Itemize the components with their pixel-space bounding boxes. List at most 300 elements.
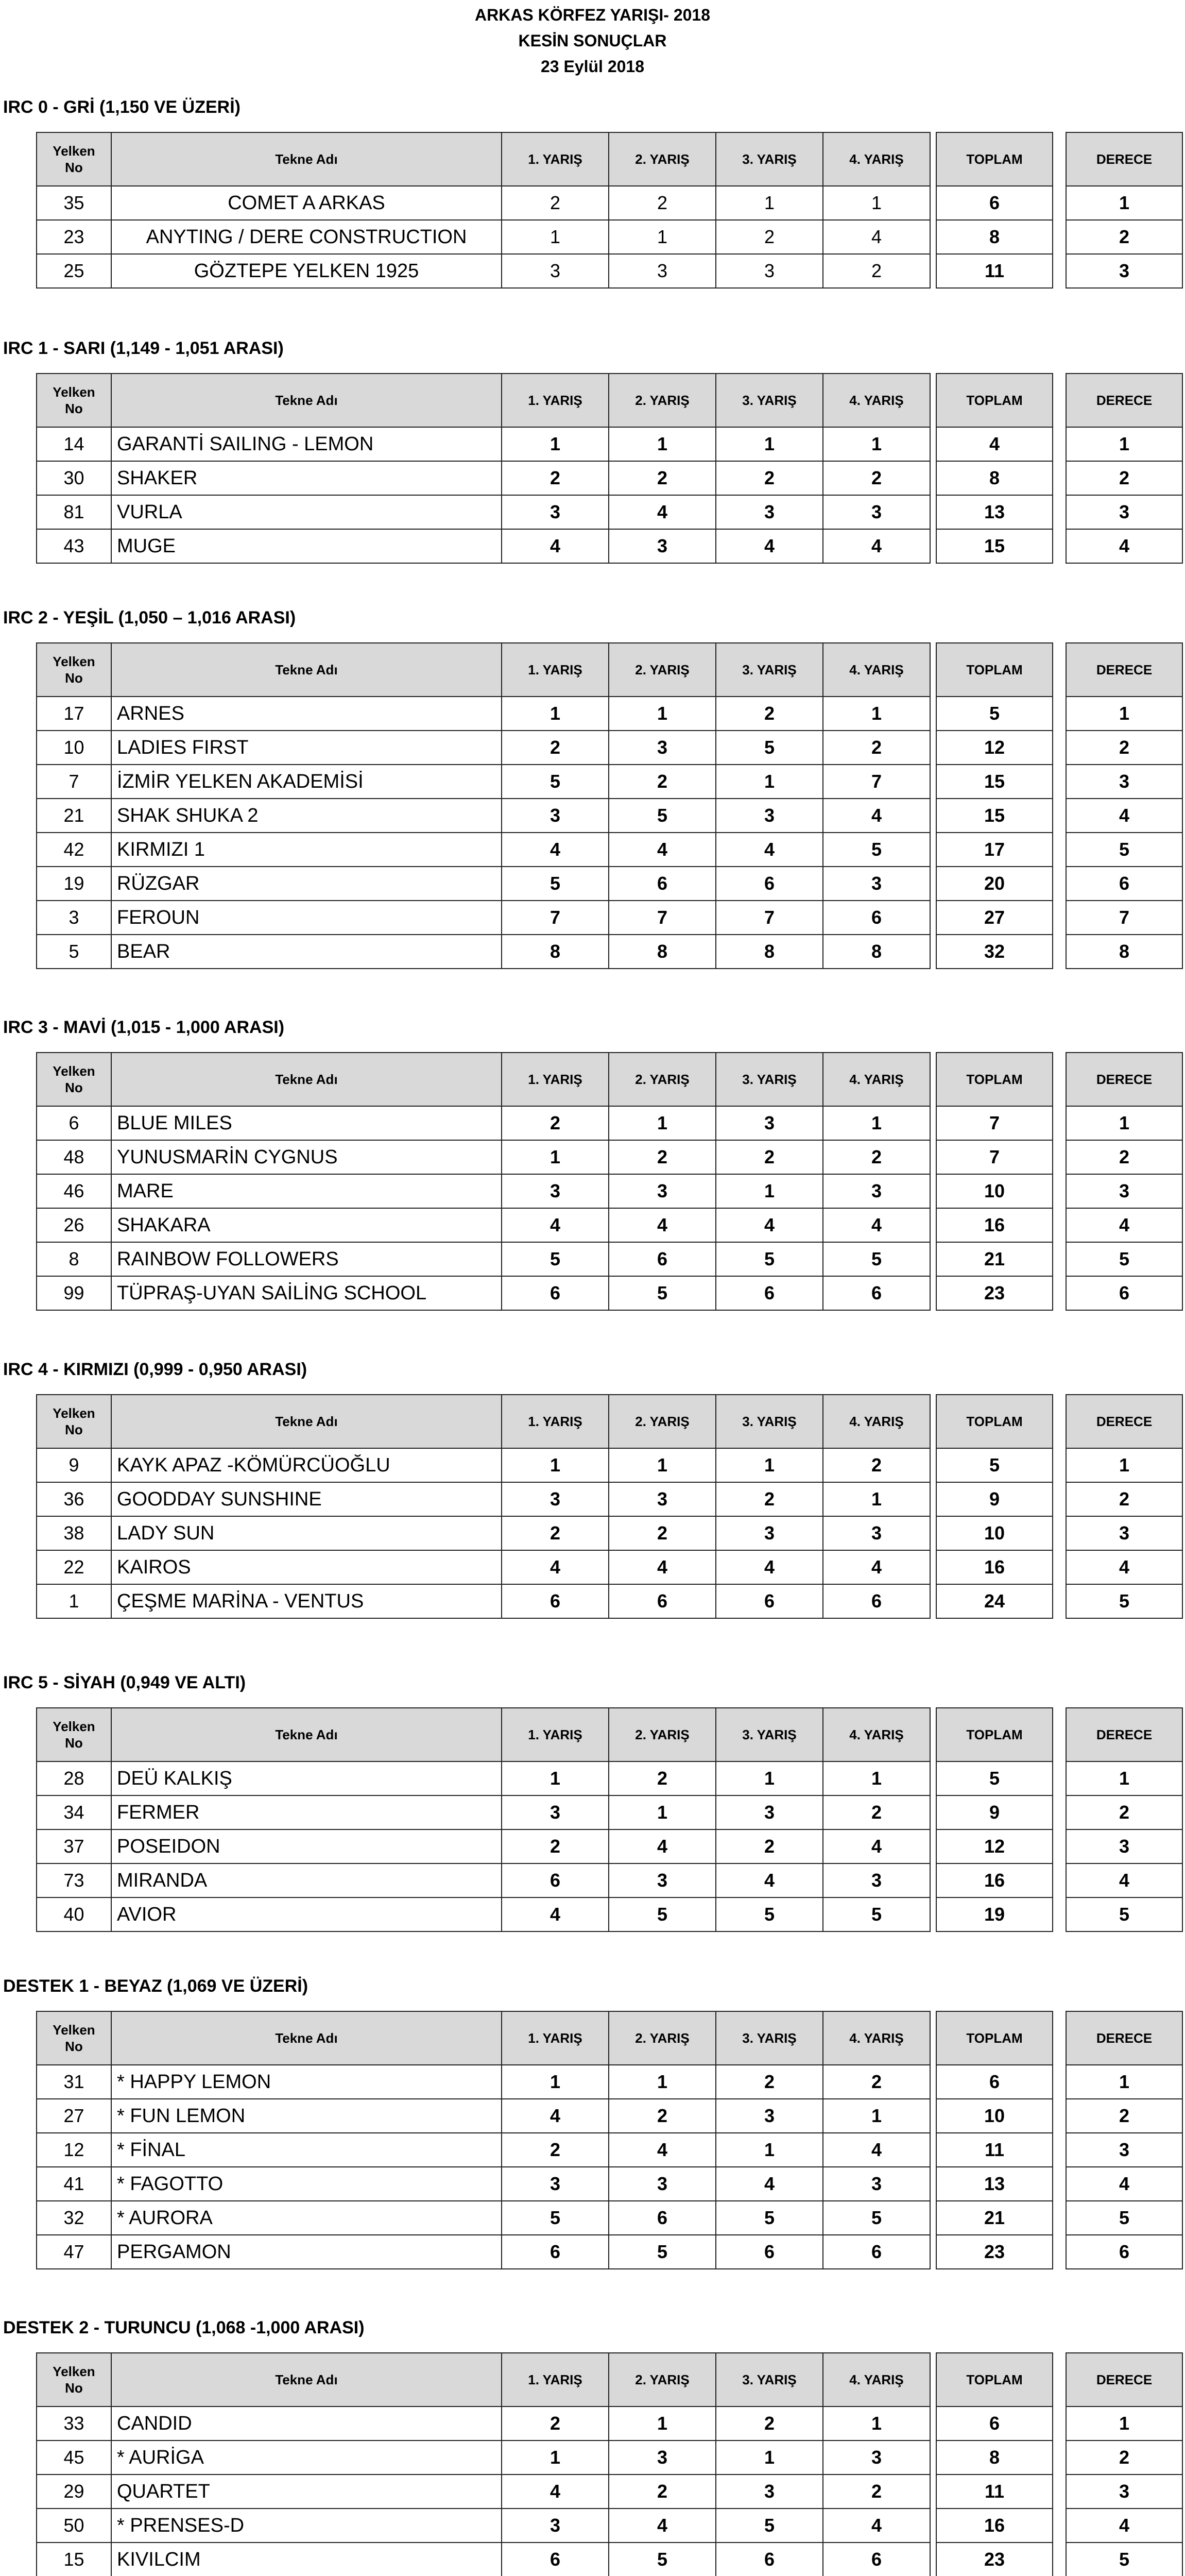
table-row: [936, 1897, 1053, 1931]
race-2-cell: 4: [609, 1550, 716, 1584]
table-header-row: [1066, 1395, 1182, 1448]
boat-name-cell: FEROUN: [111, 901, 502, 935]
table-row: [1066, 1276, 1182, 1310]
rank-table: [1066, 2011, 1183, 2269]
col-header-total: TOPLAM: [936, 1708, 1053, 1761]
sail-number-cell: 25: [37, 254, 111, 288]
rank-cell: 4: [1066, 2509, 1182, 2543]
race-2-cell: 3: [609, 731, 716, 765]
race-1-cell: 3: [502, 254, 609, 288]
col-header-sail-number: Yelken No: [37, 1395, 111, 1448]
results-table: [36, 1707, 931, 1932]
table-row: [37, 765, 930, 799]
race-1-cell: 2: [502, 1516, 609, 1550]
total-cell: 16: [936, 1863, 1053, 1897]
table-row: [936, 1761, 1053, 1795]
boat-name-cell: MIRANDA: [111, 1863, 502, 1897]
table-header-row: [37, 1708, 930, 1761]
race-3-cell: 1: [716, 765, 823, 799]
table-row: [936, 697, 1053, 731]
table-row: [1066, 2167, 1182, 2201]
table-row: [936, 1482, 1053, 1516]
table-row: [1066, 2099, 1182, 2133]
sail-number-cell: 29: [37, 2475, 111, 2509]
table-row: [936, 2475, 1053, 2509]
race-3-cell: 2: [716, 697, 823, 731]
document-date: 23 Eylül 2018: [540, 57, 645, 76]
race-1-cell: 8: [502, 935, 609, 969]
col-header-sail-number: Yelken No: [37, 2353, 111, 2406]
table-row: [936, 901, 1053, 935]
total-cell: 23: [936, 2235, 1053, 2269]
race-4-cell: 4: [823, 1829, 930, 1863]
race-4-cell: 3: [823, 2167, 930, 2201]
col-header-rank: DERECE: [1066, 1395, 1182, 1448]
col-header-race-2: 2. YARIŞ: [609, 132, 716, 186]
col-header-rank: DERECE: [1066, 643, 1182, 697]
boat-name-cell: DEÜ KALKIŞ: [111, 1761, 502, 1795]
table-header-row: [37, 374, 930, 427]
table-row: [1066, 427, 1182, 461]
race-2-cell: 2: [609, 1516, 716, 1550]
boat-name-cell: KAIROS: [111, 1550, 502, 1584]
table-row: [936, 1795, 1053, 1829]
rank-cell: 5: [1066, 833, 1182, 867]
rank-cell: 1: [1066, 2065, 1182, 2099]
col-header-boat-name: Tekne Adı: [111, 2353, 502, 2406]
col-header-sail-number: Yelken No: [37, 2011, 111, 2065]
table-row: [37, 220, 930, 254]
table-row: [37, 2167, 930, 2201]
sail-number-cell: 21: [37, 799, 111, 833]
table-row: [1066, 2509, 1182, 2543]
rank-cell: 2: [1066, 461, 1182, 495]
col-header-race-3: 3. YARIŞ: [716, 1708, 823, 1761]
total-cell: 12: [936, 1829, 1053, 1863]
boat-name-cell: POSEIDON: [111, 1829, 502, 1863]
race-3-cell: 4: [716, 529, 823, 563]
results-table: [36, 642, 931, 969]
rank-cell: 6: [1066, 2235, 1182, 2269]
race-1-cell: 5: [502, 867, 609, 901]
table-row: [1066, 1584, 1182, 1618]
rank-cell: 5: [1066, 1242, 1182, 1276]
col-header-boat-name: Tekne Adı: [111, 132, 502, 186]
table-row: [37, 1482, 930, 1516]
table-row: [37, 2406, 930, 2441]
sail-number-cell: 46: [37, 1174, 111, 1208]
race-1-cell: 4: [502, 1208, 609, 1242]
total-cell: 15: [936, 799, 1053, 833]
race-3-cell: 8: [716, 935, 823, 969]
col-header-race-4: 4. YARIŞ: [823, 2353, 930, 2406]
document-title: ARKAS KÖRFEZ YARIŞI- 2018: [474, 6, 710, 24]
race-4-cell: 2: [823, 254, 930, 288]
race-1-cell: 7: [502, 901, 609, 935]
table-row: [37, 901, 930, 935]
boat-name-cell: COMET A ARKAS: [111, 186, 502, 220]
race-1-cell: 5: [502, 765, 609, 799]
col-header-rank: DERECE: [1066, 1708, 1182, 1761]
sail-number-cell: 22: [37, 1550, 111, 1584]
rank-table: [1066, 132, 1183, 289]
rank-cell: 1: [1066, 1761, 1182, 1795]
race-1-cell: 4: [502, 2099, 609, 2133]
sail-number-cell: 34: [37, 1795, 111, 1829]
section-title: IRC 2 - YEŞİL (1,050 – 1,016 ARASI): [3, 608, 296, 628]
rank-cell: 5: [1066, 1584, 1182, 1618]
race-4-cell: 5: [823, 1242, 930, 1276]
rank-cell: 1: [1066, 1448, 1182, 1482]
race-2-cell: 2: [609, 1140, 716, 1174]
table-row: [936, 529, 1053, 563]
results-table: [36, 132, 931, 289]
table-header-row: [1066, 374, 1182, 427]
race-2-cell: 4: [609, 2133, 716, 2167]
race-2-cell: 1: [609, 2406, 716, 2441]
sail-number-cell: 23: [37, 220, 111, 254]
total-cell: 19: [936, 1897, 1053, 1931]
race-1-cell: 2: [502, 1106, 609, 1140]
total-cell: 10: [936, 1174, 1053, 1208]
col-header-total: TOPLAM: [936, 2353, 1053, 2406]
table-row: [37, 186, 930, 220]
boat-name-cell: ÇEŞME MARİNA - VENTUS: [111, 1584, 502, 1618]
rank-cell: 6: [1066, 867, 1182, 901]
total-table: [936, 1394, 1053, 1619]
table-row: [936, 2065, 1053, 2099]
col-header-race-1: 1. YARIŞ: [502, 2011, 609, 2065]
col-header-sail-number: Yelken No: [37, 643, 111, 697]
table-row: [37, 2543, 930, 2576]
rank-cell: 8: [1066, 935, 1182, 969]
sail-number-cell: 28: [37, 1761, 111, 1795]
total-cell: 6: [936, 2406, 1053, 2441]
table-row: [936, 2099, 1053, 2133]
rank-cell: 5: [1066, 2543, 1182, 2576]
col-header-boat-name: Tekne Adı: [111, 1708, 502, 1761]
sail-number-cell: 12: [37, 2133, 111, 2167]
race-4-cell: 2: [823, 2475, 930, 2509]
rank-table: [1066, 1052, 1183, 1311]
sail-number-cell: 30: [37, 461, 111, 495]
race-1-cell: 1: [502, 427, 609, 461]
table-row: [1066, 2406, 1182, 2441]
table-row: [936, 1516, 1053, 1550]
race-3-cell: 3: [716, 2099, 823, 2133]
total-cell: 11: [936, 2475, 1053, 2509]
table-header-row: [936, 1708, 1053, 1761]
race-4-cell: 2: [823, 461, 930, 495]
boat-name-cell: * HAPPY LEMON: [111, 2065, 502, 2099]
race-3-cell: 2: [716, 1140, 823, 1174]
race-4-cell: 1: [823, 2406, 930, 2441]
sail-number-cell: 19: [37, 867, 111, 901]
race-3-cell: 1: [716, 1448, 823, 1482]
sail-number-cell: 41: [37, 2167, 111, 2201]
table-row: [936, 2441, 1053, 2475]
rank-cell: 1: [1066, 186, 1182, 220]
race-3-cell: 1: [716, 186, 823, 220]
table-row: [936, 461, 1053, 495]
race-1-cell: 6: [502, 1584, 609, 1618]
table-row: [936, 867, 1053, 901]
total-cell: 15: [936, 765, 1053, 799]
race-3-cell: 4: [716, 833, 823, 867]
race-3-cell: 5: [716, 731, 823, 765]
section-title: IRC 4 - KIRMIZI (0,999 - 0,950 ARASI): [3, 1360, 307, 1379]
race-1-cell: 6: [502, 2543, 609, 2576]
total-cell: 21: [936, 1242, 1053, 1276]
sail-number-cell: 36: [37, 1482, 111, 1516]
boat-name-cell: YUNUSMARİN CYGNUS: [111, 1140, 502, 1174]
table-row: [936, 2167, 1053, 2201]
race-1-cell: 2: [502, 731, 609, 765]
rank-cell: 4: [1066, 2167, 1182, 2201]
race-4-cell: 1: [823, 427, 930, 461]
race-4-cell: 4: [823, 2509, 930, 2543]
table-header-row: [1066, 1708, 1182, 1761]
race-4-cell: 6: [823, 2543, 930, 2576]
table-header-row: [1066, 2011, 1182, 2065]
boat-name-cell: RAINBOW FOLLOWERS: [111, 1242, 502, 1276]
col-header-total: TOPLAM: [936, 2011, 1053, 2065]
table-header-row: [37, 2011, 930, 2065]
sail-number-cell: 14: [37, 427, 111, 461]
table-row: [936, 1242, 1053, 1276]
race-4-cell: 3: [823, 2441, 930, 2475]
section-title: IRC 1 - SARI (1,149 - 1,051 ARASI): [3, 338, 284, 358]
table-row: [1066, 1863, 1182, 1897]
boat-name-cell: GOODDAY SUNSHINE: [111, 1482, 502, 1516]
col-header-race-2: 2. YARIŞ: [609, 1395, 716, 1448]
sail-number-cell: 3: [37, 901, 111, 935]
table-row: [1066, 2201, 1182, 2235]
race-1-cell: 3: [502, 799, 609, 833]
table-header-row: [37, 1395, 930, 1448]
race-2-cell: 2: [609, 1761, 716, 1795]
race-1-cell: 4: [502, 833, 609, 867]
col-header-race-4: 4. YARIŞ: [823, 643, 930, 697]
boat-name-cell: SHAKARA: [111, 1208, 502, 1242]
race-3-cell: 4: [716, 2167, 823, 2201]
race-1-cell: 2: [502, 1829, 609, 1863]
sail-number-cell: 9: [37, 1448, 111, 1482]
race-1-cell: 1: [502, 697, 609, 731]
boat-name-cell: GARANTİ SAILING - LEMON: [111, 427, 502, 461]
sail-number-cell: 81: [37, 495, 111, 529]
race-3-cell: 2: [716, 1829, 823, 1863]
race-3-cell: 2: [716, 220, 823, 254]
race-1-cell: 2: [502, 186, 609, 220]
col-header-race-3: 3. YARIŞ: [716, 2353, 823, 2406]
race-4-cell: 1: [823, 2099, 930, 2133]
col-header-total: TOPLAM: [936, 643, 1053, 697]
race-3-cell: 6: [716, 2543, 823, 2576]
race-2-cell: 4: [609, 495, 716, 529]
table-row: [37, 2065, 930, 2099]
race-2-cell: 2: [609, 461, 716, 495]
race-4-cell: 4: [823, 1550, 930, 1584]
race-2-cell: 2: [609, 2475, 716, 2509]
sail-number-cell: 5: [37, 935, 111, 969]
total-cell: 16: [936, 1208, 1053, 1242]
table-row: [936, 799, 1053, 833]
race-4-cell: 4: [823, 2133, 930, 2167]
total-cell: 20: [936, 867, 1053, 901]
col-header-sail-number: Yelken No: [37, 1053, 111, 1106]
table-row: [1066, 220, 1182, 254]
col-header-boat-name: Tekne Adı: [111, 643, 502, 697]
race-4-cell: 8: [823, 935, 930, 969]
total-table: [936, 2011, 1053, 2269]
rank-cell: 2: [1066, 220, 1182, 254]
total-table: [936, 2352, 1053, 2576]
race-4-cell: 5: [823, 833, 930, 867]
table-row: [1066, 2543, 1182, 2576]
table-row: [1066, 1448, 1182, 1482]
col-header-boat-name: Tekne Adı: [111, 1053, 502, 1106]
col-header-race-3: 3. YARIŞ: [716, 1053, 823, 1106]
rank-cell: 4: [1066, 799, 1182, 833]
table-row: [1066, 461, 1182, 495]
boat-name-cell: * PRENSES-D: [111, 2509, 502, 2543]
sail-number-cell: 15: [37, 2543, 111, 2576]
sail-number-cell: 6: [37, 1106, 111, 1140]
table-row: [37, 1863, 930, 1897]
table-row: [37, 1829, 930, 1863]
sail-number-cell: 99: [37, 1276, 111, 1310]
table-header-row: [936, 1053, 1053, 1106]
table-row: [936, 1174, 1053, 1208]
col-header-rank: DERECE: [1066, 2011, 1182, 2065]
total-cell: 12: [936, 731, 1053, 765]
table-row: [936, 2133, 1053, 2167]
table-header-row: [936, 2353, 1053, 2406]
table-row: [37, 1550, 930, 1584]
total-cell: 16: [936, 1550, 1053, 1584]
section-title: DESTEK 1 - BEYAZ (1,069 VE ÜZERİ): [3, 1976, 308, 1996]
race-4-cell: 2: [823, 731, 930, 765]
col-header-rank: DERECE: [1066, 1053, 1182, 1106]
race-2-cell: 5: [609, 799, 716, 833]
total-cell: 23: [936, 1276, 1053, 1310]
table-header-row: [1066, 643, 1182, 697]
results-table: [36, 2352, 931, 2576]
total-cell: 9: [936, 1482, 1053, 1516]
race-3-cell: 2: [716, 2406, 823, 2441]
boat-name-cell: FERMER: [111, 1795, 502, 1829]
table-row: [1066, 799, 1182, 833]
table-row: [37, 2201, 930, 2235]
table-row: [37, 2133, 930, 2167]
col-header-total: TOPLAM: [936, 1053, 1053, 1106]
sail-number-cell: 73: [37, 1863, 111, 1897]
boat-name-cell: TÜPRAŞ-UYAN SAİLİNG SCHOOL: [111, 1276, 502, 1310]
race-4-cell: 4: [823, 1208, 930, 1242]
boat-name-cell: SHAK SHUKA 2: [111, 799, 502, 833]
table-row: [37, 1276, 930, 1310]
race-4-cell: 1: [823, 186, 930, 220]
boat-name-cell: VURLA: [111, 495, 502, 529]
col-header-race-2: 2. YARIŞ: [609, 374, 716, 427]
race-2-cell: 5: [609, 2543, 716, 2576]
race-3-cell: 3: [716, 1106, 823, 1140]
race-3-cell: 1: [716, 1761, 823, 1795]
race-1-cell: 1: [502, 1761, 609, 1795]
rank-cell: 2: [1066, 2099, 1182, 2133]
table-row: [37, 1516, 930, 1550]
sail-number-cell: 50: [37, 2509, 111, 2543]
col-header-race-4: 4. YARIŞ: [823, 2011, 930, 2065]
race-4-cell: 1: [823, 1106, 930, 1140]
table-header-row: [936, 132, 1053, 186]
table-row: [936, 765, 1053, 799]
total-cell: 21: [936, 2201, 1053, 2235]
table-row: [1066, 186, 1182, 220]
rank-cell: 2: [1066, 1482, 1182, 1516]
table-row: [936, 186, 1053, 220]
boat-name-cell: LADIES FIRST: [111, 731, 502, 765]
col-header-race-4: 4. YARIŞ: [823, 1053, 930, 1106]
rank-table: [1066, 1707, 1183, 1932]
table-row: [936, 495, 1053, 529]
total-cell: 5: [936, 1448, 1053, 1482]
rank-cell: 2: [1066, 1140, 1182, 1174]
table-row: [37, 935, 930, 969]
table-row: [1066, 867, 1182, 901]
sail-number-cell: 8: [37, 1242, 111, 1276]
total-cell: 5: [936, 697, 1053, 731]
race-2-cell: 4: [609, 2509, 716, 2543]
race-1-cell: 3: [502, 1174, 609, 1208]
race-4-cell: 6: [823, 1276, 930, 1310]
table-row: [37, 2475, 930, 2509]
rank-cell: 6: [1066, 1276, 1182, 1310]
sail-number-cell: 48: [37, 1140, 111, 1174]
total-cell: 7: [936, 1140, 1053, 1174]
race-2-cell: 1: [609, 2065, 716, 2099]
col-header-total: TOPLAM: [936, 1395, 1053, 1448]
rank-table: [1066, 1394, 1183, 1619]
table-header-row: [1066, 2353, 1182, 2406]
table-row: [37, 833, 930, 867]
race-3-cell: 6: [716, 867, 823, 901]
boat-name-cell: KAYK APAZ -KÖMÜRCÜOĞLU: [111, 1448, 502, 1482]
sail-number-cell: 33: [37, 2406, 111, 2441]
sail-number-cell: 32: [37, 2201, 111, 2235]
table-row: [37, 1242, 930, 1276]
col-header-boat-name: Tekne Adı: [111, 374, 502, 427]
race-4-cell: 1: [823, 697, 930, 731]
total-cell: 6: [936, 2065, 1053, 2099]
table-row: [1066, 1795, 1182, 1829]
table-row: [936, 2201, 1053, 2235]
race-3-cell: 5: [716, 2201, 823, 2235]
race-1-cell: 3: [502, 2167, 609, 2201]
race-1-cell: 6: [502, 2235, 609, 2269]
rank-cell: 3: [1066, 765, 1182, 799]
table-row: [37, 1448, 930, 1482]
table-row: [1066, 1516, 1182, 1550]
rank-cell: 4: [1066, 1208, 1182, 1242]
race-4-cell: 2: [823, 2065, 930, 2099]
col-header-race-2: 2. YARIŞ: [609, 643, 716, 697]
boat-name-cell: * AURORA: [111, 2201, 502, 2235]
boat-name-cell: * AURİGA: [111, 2441, 502, 2475]
table-row: [37, 2099, 930, 2133]
race-2-cell: 3: [609, 2441, 716, 2475]
